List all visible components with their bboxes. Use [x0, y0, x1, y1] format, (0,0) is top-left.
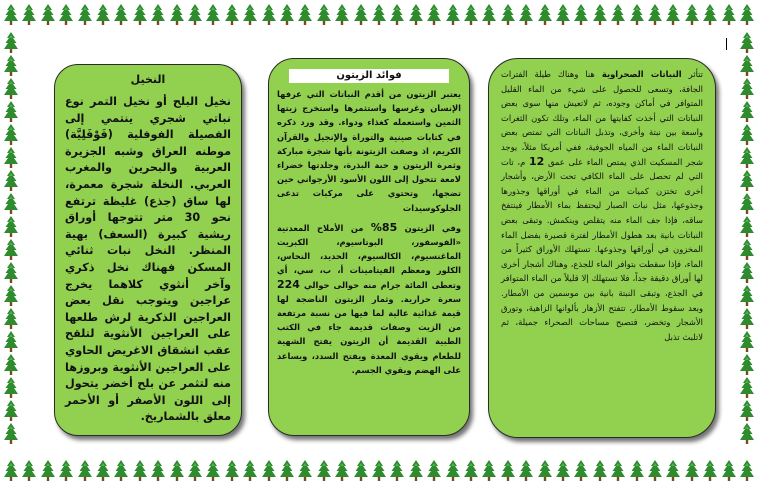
- pine-tree-icon: [372, 460, 386, 482]
- pine-tree-icon: [4, 55, 18, 77]
- pine-tree-icon: [96, 460, 110, 482]
- pine-tree-icon: [206, 460, 220, 482]
- pine-tree-icon: [4, 170, 18, 192]
- pine-tree-icon: [372, 4, 386, 26]
- pine-tree-icon: [611, 460, 625, 482]
- pine-tree-icon: [151, 460, 165, 482]
- pine-tree-icon: [427, 4, 441, 26]
- pine-tree-icon: [390, 460, 404, 482]
- pine-tree-icon: [740, 170, 754, 192]
- pine-tree-icon: [740, 124, 754, 146]
- pine-tree-icon: [740, 147, 754, 169]
- pine-tree-icon: [538, 4, 552, 26]
- pine-tree-icon: [630, 4, 644, 26]
- pine-tree-icon: [4, 377, 18, 399]
- pine-tree-icon: [133, 460, 147, 482]
- panel-body-palm: [65, 94, 231, 426]
- olive-calories: 224: [277, 277, 300, 291]
- pine-tree-icon: [170, 4, 184, 26]
- panel-title-olive: فوائد الزيتون: [289, 69, 449, 83]
- pine-tree-icon: [409, 4, 423, 26]
- pine-tree-icon: [298, 460, 312, 482]
- pine-tree-icon: [59, 4, 73, 26]
- pine-tree-icon: [262, 460, 276, 482]
- pine-tree-icon: [188, 460, 202, 482]
- pine-tree-icon: [740, 400, 754, 422]
- pine-tree-icon: [4, 239, 18, 261]
- pine-tree-icon: [482, 4, 496, 26]
- olive-percentage: 85%: [370, 220, 398, 234]
- pine-tree-icon: [740, 331, 754, 353]
- pine-tree-icon: [4, 78, 18, 100]
- pine-tree-icon: [740, 239, 754, 261]
- olive-text: سعرة حرارية. وثمار الزيتون الناضجة لها قيمة غذائية عالية لما فيها من نسبة مرتفعة من الزيت وصفات قديمة جاء في الكتب الطبية القديمة أن الزيتون يفتح الشهية للطعام ويقوي المعدة ويفتح السدد، ويساعد على الهضم ويقوي الجسم.: [277, 293, 461, 375]
- pine-tree-icon: [740, 423, 754, 445]
- palm-paragraph: نخيل البلح أو نخيل التمر نوع نباتي شجري ينتمي إلى الفصيلة الفوفلية (فَوْفَلِيَّة) موطنه العراق وشبه الجزيرة العربية والبحرين والمغرب العربي. النخلة شجرة معمرة، لها ساق (جذع) غليظة ترتفع نحو 30 متر تتوجها أوراق ريشية كبيرة (السعف) بهية المنظر. النخل نبات ثنائي المسكن فهناك نخل ذكري وآخر أنثوي كلاهما يخرج عراجين ويتوجب نقل بعض العراجين الذكرية لرش طلعها على العراجين الأنثوية لتلقح عقب انشقاق الاغريض الحاوي على العراجين الأنثوية وبروزها منه لتثمر عن بلح أخضر يتحول إلى اللون الأصفر أو الأحمر معلق بالشماريخ.: [65, 95, 231, 424]
- pine-tree-icon: [740, 216, 754, 238]
- pine-tree-icon: [41, 460, 55, 482]
- pine-tree-icon: [446, 460, 460, 482]
- pine-tree-icon: [648, 4, 662, 26]
- pine-tree-icon: [722, 460, 736, 482]
- pine-tree-icon: [243, 460, 257, 482]
- pine-tree-icon: [4, 124, 18, 146]
- pine-tree-icon: [354, 460, 368, 482]
- panel-desert-plants[interactable]: [488, 58, 716, 438]
- panel-body-olive: [277, 87, 461, 377]
- pine-tree-icon: [4, 147, 18, 169]
- pine-tree-icon: [740, 285, 754, 307]
- pine-tree-icon: [206, 4, 220, 26]
- pine-tree-icon: [446, 4, 460, 26]
- pine-tree-icon: [740, 262, 754, 284]
- pine-tree-icon: [666, 4, 680, 26]
- desert-text: تتأثر: [688, 69, 703, 79]
- olive-text: من الأملاح المعدنية «الفوسفور، البوتاسيوم، الكبريت الماغنسيوم، الكالسيوم، الحديد، النحاس، الكلور ومعظم الفيتامينات أ، ب، سي، أي وتعطى المائة جرام منه حوالى حوالي: [277, 222, 462, 290]
- pine-tree-icon: [593, 4, 607, 26]
- pine-tree-icon: [4, 285, 18, 307]
- pine-tree-icon: [556, 4, 570, 26]
- pine-tree-icon: [96, 4, 110, 26]
- pine-tree-icon: [59, 460, 73, 482]
- pine-tree-icon: [501, 460, 515, 482]
- pine-tree-icon: [170, 460, 184, 482]
- pine-tree-icon: [280, 460, 294, 482]
- pine-tree-icon: [354, 4, 368, 26]
- pine-tree-icon: [740, 101, 754, 123]
- pine-tree-icon: [464, 4, 478, 26]
- desert-term: النباتات الصحراوية: [601, 69, 682, 79]
- pine-tree-icon: [501, 4, 515, 26]
- pine-tree-icon: [262, 4, 276, 26]
- pine-tree-icon: [298, 4, 312, 26]
- pine-tree-icon: [78, 460, 92, 482]
- desert-paragraph: [501, 67, 703, 344]
- pine-tree-icon: [464, 460, 478, 482]
- pine-tree-icon: [722, 4, 736, 26]
- pine-tree-icon: [41, 4, 55, 26]
- panel-palm-trees[interactable]: [54, 64, 242, 436]
- pine-tree-icon: [133, 4, 147, 26]
- pine-tree-icon: [740, 308, 754, 330]
- pine-tree-icon: [740, 354, 754, 376]
- pine-tree-icon: [151, 4, 165, 26]
- pine-tree-icon: [188, 4, 202, 26]
- pine-tree-icon: [611, 4, 625, 26]
- pine-tree-icon: [317, 4, 331, 26]
- text-cursor: [726, 38, 727, 50]
- pine-tree-icon: [740, 78, 754, 100]
- pine-tree-icon: [114, 460, 128, 482]
- desert-text: م، تات التي لم تحصل على الماء الكافي تحت الأرض، وأشجار أخرى تختزن كميات من الماء في أوراقها وجذورها وجذوعها، مثل نبات الصبار ليحتفظ بماء الأمطار فينتفخ ساقه، فإذا جف الماء منه يتقلص وينكمش. وتبقى بعض النباتات بانية بعد هطول الأمطار لفترة قصيرة بفضل الماء المخزون في أوراقها وجذوعها. تستهلك الأوراق كثيراً من الماء، فإذا سقطت بتوافر الماء للجذع، وهناك أشجار أخرى لها أوراق دقيقة جداً، فلا تستهلك إلا قليلاً من الماء المتوافر في الجذع، وتبقى النبتة بانية بين موسمين من الأمطار. وبعد سقوط الأمطار، تتفتح الأزهار بألوانها الزاهية، وتورق الأشجار وتخضر، فتصبح مساحات الصحراء جميلة، ثم لاتلبث تذبل: [501, 156, 703, 342]
- pine-tree-icon: [740, 193, 754, 215]
- pine-tree-icon: [78, 4, 92, 26]
- pine-tree-icon: [556, 460, 570, 482]
- pine-tree-icon: [225, 4, 239, 26]
- pine-tree-icon: [427, 460, 441, 482]
- pine-tree-icon: [243, 4, 257, 26]
- pine-tree-icon: [740, 377, 754, 399]
- panel-olive-benefits[interactable]: [268, 58, 470, 436]
- pine-tree-icon: [4, 460, 18, 482]
- pine-tree-icon: [22, 4, 36, 26]
- olive-paragraph-1: يعتبر الزيتون من أقدم النباتات التي عرفها الإنسان وغرسها واستثمرها واستخرج زيتها الثمين واستعمله كغذاء ودواء. وقد ورد ذكره في كتابات صينية والتوراة والإنجيل والقرآن الكريم، اذ وصفت الزيتونة بأنها شجرة مباركة وثمرة الزيتون و حبة البذرة، وجلدتها خضراء لامعة تتحول إلى اللون الأسود الأرجواني حين تضجها، وتحتوي على مركبات تدعى الجلوكوسيدات: [277, 89, 461, 213]
- pine-tree-icon: [4, 4, 18, 26]
- pine-tree-icon: [22, 460, 36, 482]
- pine-tree-icon: [648, 460, 662, 482]
- pine-tree-icon: [519, 460, 533, 482]
- pine-tree-icon: [482, 460, 496, 482]
- pine-tree-icon: [574, 460, 588, 482]
- pine-tree-icon: [4, 354, 18, 376]
- pine-tree-icon: [335, 4, 349, 26]
- pine-tree-icon: [390, 4, 404, 26]
- olive-paragraph-2: [277, 221, 461, 377]
- panel-title-palm: النخيل: [130, 73, 166, 86]
- pine-tree-icon: [4, 193, 18, 215]
- pine-tree-icon: [703, 4, 717, 26]
- pine-tree-icon: [685, 4, 699, 26]
- pine-tree-icon: [703, 460, 717, 482]
- desert-depth: 12: [528, 154, 545, 168]
- pine-tree-icon: [666, 460, 680, 482]
- pine-tree-icon: [4, 423, 18, 445]
- pine-tree-icon: [593, 460, 607, 482]
- pine-tree-icon: [740, 55, 754, 77]
- pine-tree-icon: [4, 262, 18, 284]
- pine-tree-icon: [630, 460, 644, 482]
- pine-tree-icon: [4, 216, 18, 238]
- pine-tree-icon: [740, 460, 754, 482]
- pine-tree-icon: [685, 460, 699, 482]
- pine-tree-icon: [4, 400, 18, 422]
- pine-tree-icon: [317, 460, 331, 482]
- pine-tree-icon: [4, 32, 18, 54]
- pine-tree-icon: [225, 460, 239, 482]
- pine-tree-icon: [519, 4, 533, 26]
- pine-tree-icon: [538, 460, 552, 482]
- pine-tree-icon: [740, 4, 754, 26]
- olive-text: وفي الزيتون: [404, 222, 461, 233]
- pine-tree-icon: [114, 4, 128, 26]
- pine-tree-icon: [335, 460, 349, 482]
- pine-tree-icon: [740, 32, 754, 54]
- pine-tree-icon: [409, 460, 423, 482]
- pine-tree-icon: [574, 4, 588, 26]
- desert-text: هنا وهناك طيلة الفترات الجافة، وتسعى للحصول على شيء من الماء القليل المتوافر في أماكن وجوده، ثم لاتعيش منها سوى بعض النباتات التي أخذت كفايتها من الماء، وتلك تكون الثغرات واسعة بين نبتة وأخرى، وتذبل النباتات التي تمتص بعض النباتات الماء من المياه الجوفية، ففي أمريكا مثلاً، يوجد شجر المسكيت الذي يمتص الماء على عمق: [501, 69, 703, 167]
- pine-tree-icon: [4, 308, 18, 330]
- pine-tree-icon: [4, 101, 18, 123]
- pine-tree-icon: [4, 331, 18, 353]
- panel-body-desert: [501, 67, 703, 344]
- pine-tree-icon: [280, 4, 294, 26]
